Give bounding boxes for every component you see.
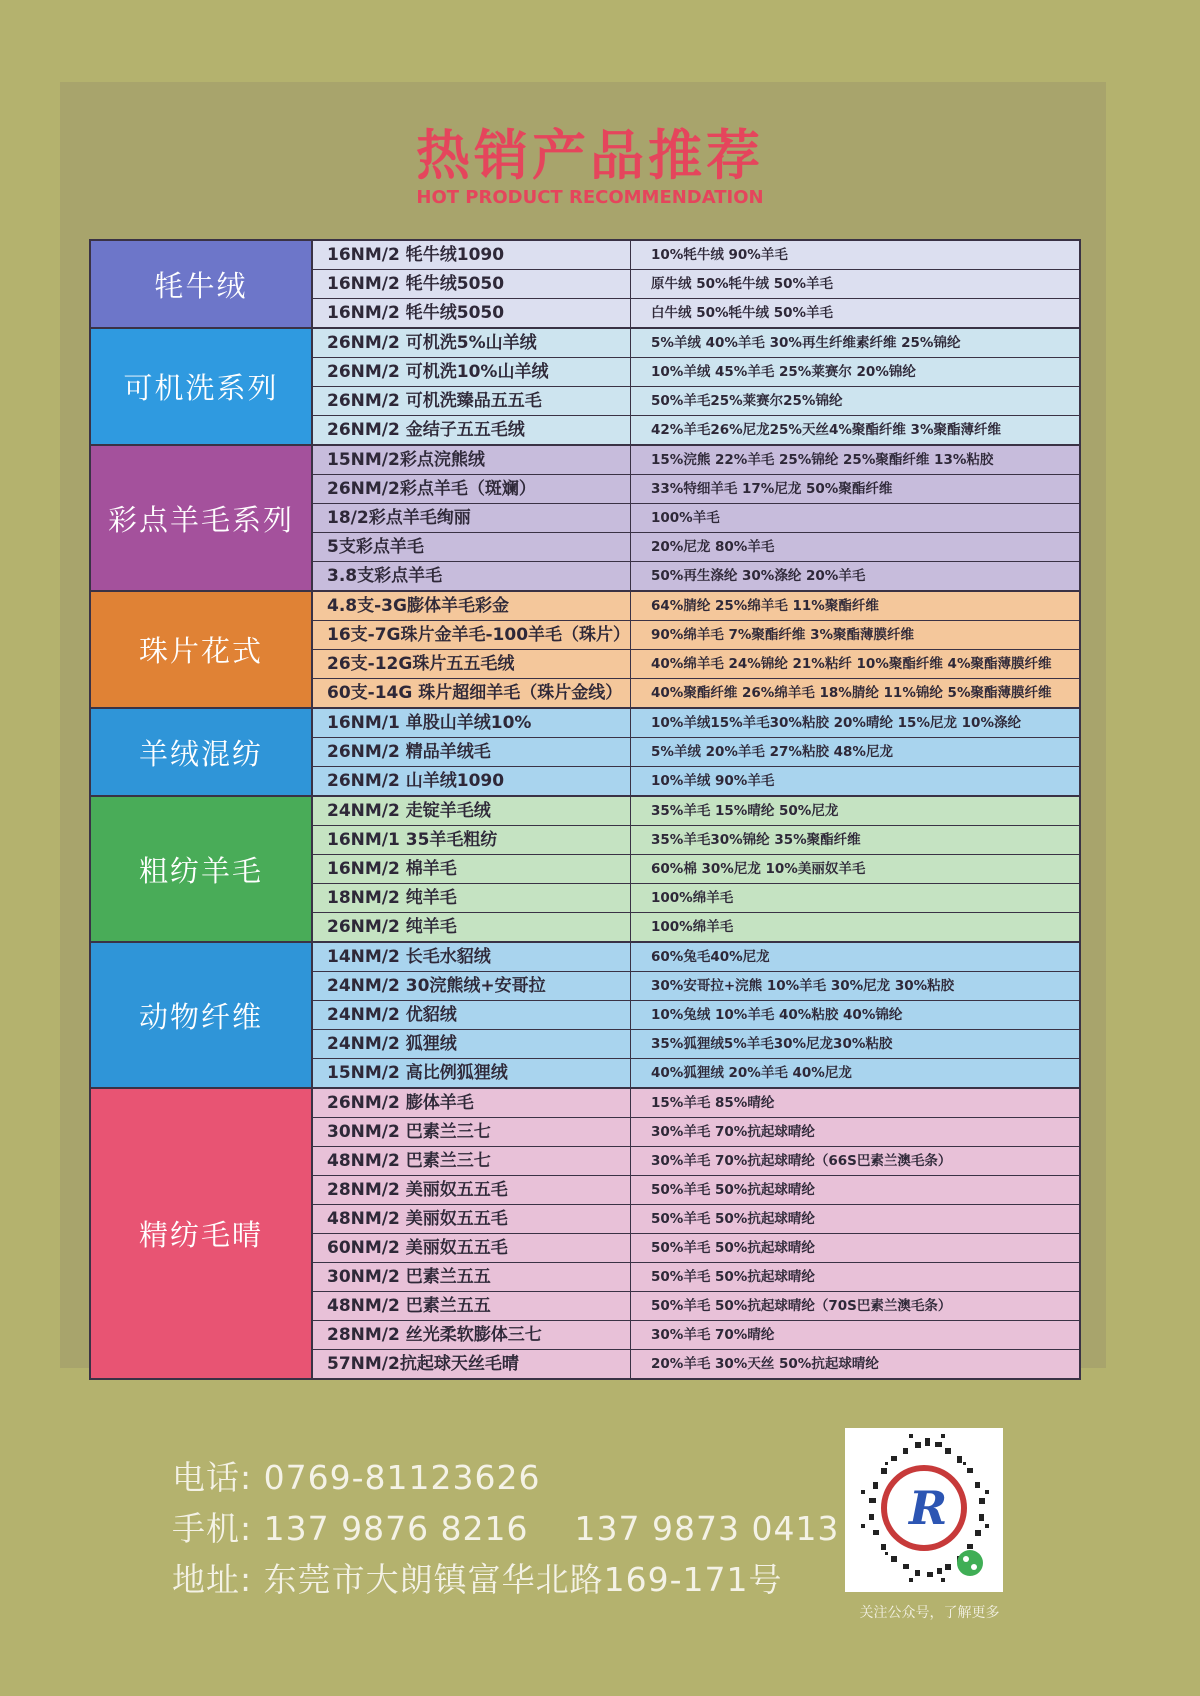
product-rows [313, 446, 1079, 590]
table-row [313, 972, 1079, 1001]
table-row [313, 533, 1079, 562]
table-row [313, 1059, 1079, 1087]
table-row [313, 709, 1079, 738]
product-spec: 16NM/2 牦牛绒1090 [313, 241, 631, 269]
category-label: 羊绒混纺 [91, 709, 313, 795]
product-spec: 4.8支-3G膨体羊毛彩金 [313, 592, 631, 620]
table-row [313, 1205, 1079, 1234]
product-composition: 50%羊毛 50%抗起球晴纶 [651, 1211, 815, 1227]
product-rows [313, 709, 1079, 795]
table-row [313, 504, 1079, 533]
product-spec: 18/2彩点羊毛绚丽 [313, 504, 631, 532]
product-spec: 24NM/2 走锭羊毛绒 [313, 797, 631, 825]
page-title: 热销产品推荐 [416, 124, 764, 187]
product-rows [313, 241, 1079, 327]
product-composition: 5%羊绒 20%羊毛 27%粘胶 48%尼龙 [651, 744, 893, 760]
product-composition: 35%羊毛 15%晴纶 50%尼龙 [651, 803, 839, 819]
product-composition: 50%羊毛 50%抗起球晴纶 [651, 1182, 815, 1198]
qr-caption: 关注公众号，了解更多 [859, 1605, 1000, 1621]
product-spec: 48NM/2 巴素兰五五 [313, 1292, 631, 1320]
product-composition: 20%羊毛 30%天丝 50%抗起球晴纶 [651, 1356, 879, 1372]
qr-code-icon [845, 1428, 1003, 1592]
product-composition: 40%绵羊毛 24%锦纶 21%粘纤 10%聚酯纤维 4%聚酯薄膜纤维 [651, 656, 1052, 672]
product-spec: 30NM/2 巴素兰五五 [313, 1263, 631, 1291]
product-composition: 10%羊绒15%羊毛30%粘胶 20%晴纶 15%尼龙 10%涤纶 [651, 715, 1021, 731]
product-group [91, 446, 1079, 592]
product-spec: 18NM/2 纯羊毛 [313, 884, 631, 912]
product-spec: 3.8支彩点羊毛 [313, 562, 631, 590]
product-composition: 60%兔毛40%尼龙 [651, 949, 770, 965]
product-rows [313, 329, 1079, 444]
product-rows [313, 797, 1079, 941]
product-group [91, 241, 1079, 329]
table-row [313, 299, 1079, 327]
product-composition: 100%绵羊毛 [651, 890, 734, 906]
product-composition: 白牛绒 50%牦牛绒 50%羊毛 [651, 305, 834, 321]
product-composition: 30%羊毛 70%晴纶 [651, 1327, 775, 1343]
product-rows [313, 592, 1079, 707]
table-row [313, 797, 1079, 826]
table-row [313, 767, 1079, 795]
product-spec: 24NM/2 优貂绒 [313, 1001, 631, 1029]
product-spec: 16NM/2 棉羊毛 [313, 855, 631, 883]
table-row [313, 446, 1079, 475]
product-spec: 24NM/2 30浣熊绒+安哥拉 [313, 972, 631, 1000]
product-composition: 33%特细羊毛 17%尼龙 50%聚酯纤维 [651, 481, 893, 497]
product-table [89, 239, 1081, 1380]
table-row [313, 475, 1079, 504]
product-composition: 60%棉 30%尼龙 10%美丽奴羊毛 [651, 861, 866, 877]
product-spec: 26NM/2 膨体羊毛 [313, 1089, 631, 1117]
product-group [91, 797, 1079, 943]
table-row [313, 1292, 1079, 1321]
contact-address: 地址: 东莞市大朗镇富华北路169-171号 [172, 1560, 783, 1599]
product-spec: 26NM/2 纯羊毛 [313, 913, 631, 941]
product-spec: 14NM/2 长毛水貂绒 [313, 943, 631, 971]
product-spec: 26NM/2 可机洗10%山羊绒 [313, 358, 631, 386]
product-composition: 30%羊毛 70%抗起球晴纶 [651, 1124, 815, 1140]
product-spec: 26NM/2 可机洗5%山羊绒 [313, 329, 631, 357]
product-spec: 16NM/1 单股山羊绒10% [313, 709, 631, 737]
product-spec: 16支-7G珠片金羊毛-100羊毛（珠片） [313, 621, 631, 649]
product-spec: 26NM/2 金结子五五毛绒 [313, 416, 631, 444]
product-composition: 10%兔绒 10%羊毛 40%粘胶 40%锦纶 [651, 1007, 903, 1023]
product-spec: 28NM/2 美丽奴五五毛 [313, 1176, 631, 1204]
table-row [313, 884, 1079, 913]
product-composition: 50%羊毛25%莱赛尔25%锦纶 [651, 393, 843, 409]
table-row [313, 679, 1079, 707]
product-rows [313, 943, 1079, 1087]
category-label: 精纺毛晴 [91, 1089, 313, 1378]
product-group [91, 592, 1079, 709]
table-row [313, 387, 1079, 416]
table-row [313, 270, 1079, 299]
product-spec: 16NM/2 牦牛绒5050 [313, 299, 631, 327]
product-composition: 42%羊毛26%尼龙25%天丝4%聚酯纤维 3%聚酯薄纤维 [651, 422, 1001, 438]
product-group [91, 709, 1079, 797]
product-composition: 30%安哥拉+浣熊 10%羊毛 30%尼龙 30%粘胶 [651, 978, 955, 994]
category-label: 珠片花式 [91, 592, 313, 707]
product-composition: 15%浣熊 22%羊毛 25%锦纶 25%聚酯纤维 13%粘胶 [651, 452, 994, 468]
product-composition: 原牛绒 50%牦牛绒 50%羊毛 [651, 276, 834, 292]
table-row [313, 329, 1079, 358]
product-spec: 26NM/2 精品羊绒毛 [313, 738, 631, 766]
table-row [313, 913, 1079, 941]
product-spec: 48NM/2 美丽奴五五毛 [313, 1205, 631, 1233]
table-row [313, 826, 1079, 855]
table-row [313, 1118, 1079, 1147]
product-spec: 15NM/2彩点浣熊绒 [313, 446, 631, 474]
table-row [313, 416, 1079, 444]
product-spec: 60支-14G 珠片超细羊毛（珠片金线） [313, 679, 631, 707]
product-spec: 15NM/2 高比例狐狸绒 [313, 1059, 631, 1087]
product-spec: 60NM/2 美丽奴五五毛 [313, 1234, 631, 1262]
table-row [313, 1321, 1079, 1350]
product-composition: 35%羊毛30%锦纶 35%聚酯纤维 [651, 832, 861, 848]
product-group [91, 943, 1079, 1089]
table-row [313, 241, 1079, 270]
product-spec: 26NM/2 可机洗臻品五五毛 [313, 387, 631, 415]
product-composition: 100%绵羊毛 [651, 919, 734, 935]
table-row [313, 621, 1079, 650]
product-composition: 35%狐狸绒5%羊毛30%尼龙30%粘胶 [651, 1036, 893, 1052]
product-composition: 50%羊毛 50%抗起球晴纶 [651, 1269, 815, 1285]
product-composition: 10%羊绒 45%羊毛 25%莱赛尔 20%锦纶 [651, 364, 916, 380]
product-spec: 28NM/2 丝光柔软膨体三七 [313, 1321, 631, 1349]
category-label: 彩点羊毛系列 [91, 446, 313, 590]
table-row [313, 738, 1079, 767]
product-spec: 24NM/2 狐狸绒 [313, 1030, 631, 1058]
table-row [313, 1030, 1079, 1059]
contact-phone: 电话: 0769-81123626 [172, 1458, 541, 1497]
product-composition: 40%狐狸绒 20%羊毛 40%尼龙 [651, 1065, 852, 1081]
product-composition: 10%牦牛绒 90%羊毛 [651, 247, 788, 263]
product-spec: 26NM/2彩点羊毛（斑斓） [313, 475, 631, 503]
product-group [91, 329, 1079, 446]
table-row [313, 855, 1079, 884]
table-row [313, 1350, 1079, 1378]
product-composition: 100%羊毛 [651, 510, 720, 526]
product-spec: 5支彩点羊毛 [313, 533, 631, 561]
product-composition: 5%羊绒 40%羊毛 30%再生纤维素纤维 25%锦纶 [651, 335, 961, 351]
product-composition: 10%羊绒 90%羊毛 [651, 773, 775, 789]
table-row [313, 1263, 1079, 1292]
table-row [313, 943, 1079, 972]
product-composition: 40%聚酯纤维 26%绵羊毛 18%腈纶 11%锦纶 5%聚酯薄膜纤维 [651, 685, 1052, 701]
product-spec: 30NM/2 巴素兰三七 [313, 1118, 631, 1146]
product-composition: 20%尼龙 80%羊毛 [651, 539, 775, 555]
contact-mobile: 手机: 137 9876 8216 137 9873 0413 [172, 1509, 840, 1548]
table-row [313, 1147, 1079, 1176]
product-composition: 90%绵羊毛 7%聚酯纤维 3%聚酯薄膜纤维 [651, 627, 915, 643]
qr-code-image [845, 1428, 1003, 1592]
product-composition: 15%羊毛 85%晴纶 [651, 1095, 775, 1111]
qr-logo-letter: R [909, 1481, 948, 1535]
table-row [313, 562, 1079, 590]
product-group [91, 1089, 1079, 1378]
table-row [313, 1089, 1079, 1118]
product-spec: 16NM/1 35羊毛粗纺 [313, 826, 631, 854]
category-label: 动物纤维 [91, 943, 313, 1087]
product-rows [313, 1089, 1079, 1378]
product-spec: 26NM/2 山羊绒1090 [313, 767, 631, 795]
table-row [313, 650, 1079, 679]
product-composition: 50%再生涤纶 30%涤纶 20%羊毛 [651, 568, 866, 584]
product-spec: 48NM/2 巴素兰三七 [313, 1147, 631, 1175]
product-spec: 57NM/2抗起球天丝毛晴 [313, 1350, 631, 1378]
page-subtitle: HOT PRODUCT RECOMMENDATION [416, 187, 764, 208]
category-label: 粗纺羊毛 [91, 797, 313, 941]
category-label: 牦牛绒 [91, 241, 313, 327]
product-spec: 16NM/2 牦牛绒5050 [313, 270, 631, 298]
product-composition: 50%羊毛 50%抗起球晴纶 [651, 1240, 815, 1256]
table-row [313, 358, 1079, 387]
product-composition: 50%羊毛 50%抗起球晴纶（70S巴素兰澳毛条） [651, 1298, 952, 1314]
product-spec: 26支-12G珠片五五毛绒 [313, 650, 631, 678]
table-row [313, 592, 1079, 621]
product-composition: 30%羊毛 70%抗起球晴纶（66S巴素兰澳毛条） [651, 1153, 952, 1169]
table-row [313, 1176, 1079, 1205]
category-label: 可机洗系列 [91, 329, 313, 444]
product-composition: 64%腈纶 25%绵羊毛 11%聚酯纤维 [651, 598, 879, 614]
table-row [313, 1234, 1079, 1263]
table-row [313, 1001, 1079, 1030]
